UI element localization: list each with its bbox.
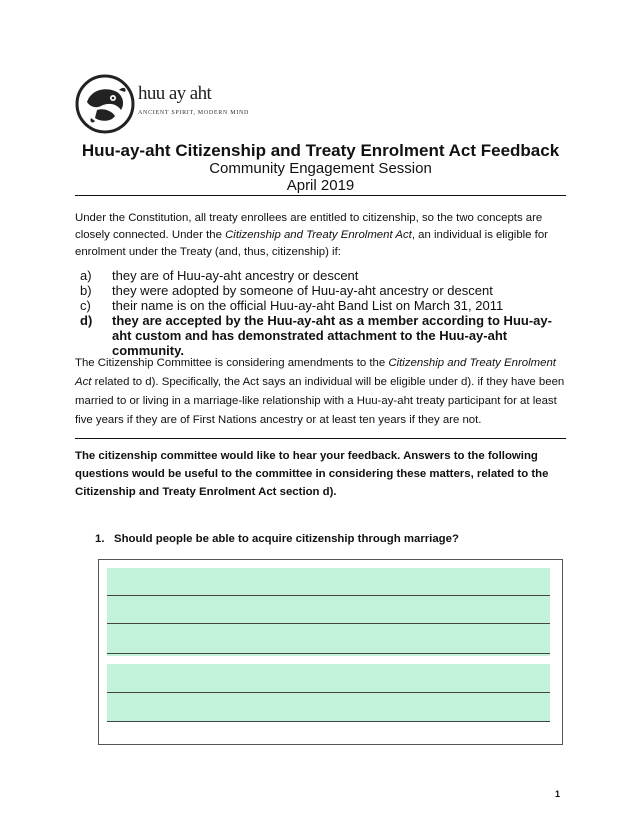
intro-paragraph	[75, 210, 566, 261]
list-item-text: they are of Huu-ay-aht ancestry or descent	[112, 268, 359, 283]
committee-act-name: Citizenship and Treaty Enrolment Act	[75, 357, 556, 388]
list-item-text: they were adopted by someone of Huu-ay-aht ancestry or descent	[112, 283, 493, 298]
committee-text-1: The Citizenship Committee is considering amendments to the	[75, 357, 389, 369]
page-number: 1	[555, 789, 561, 799]
list-item-text: their name is on the official Huu-ay-aht Band List on March 31, 2011	[112, 298, 504, 313]
answer-band	[107, 568, 550, 656]
question-1	[95, 531, 565, 547]
committee-paragraph	[75, 354, 566, 430]
answer-line	[107, 692, 550, 693]
question-text: Should people be able to acquire citizenship through marriage?	[114, 533, 459, 545]
brand-name: huu ay aht	[138, 83, 212, 104]
answer-line	[107, 595, 550, 596]
eligibility-list	[80, 268, 566, 358]
answer-field[interactable]	[98, 559, 563, 745]
title-divider	[75, 195, 566, 196]
logo	[75, 74, 135, 134]
answer-line	[107, 623, 550, 624]
list-item	[80, 313, 566, 358]
document-date: April 2019	[286, 177, 355, 194]
list-item	[80, 283, 566, 298]
answer-band	[107, 664, 550, 722]
answer-line	[107, 721, 550, 722]
brand-block	[138, 84, 249, 116]
committee-text-2: related to d). Specifically, the Act says an individual will be eligible under d). if they have been married to or living in a marriage-like relationship with a Huu-ay-aht treaty participant for at least five years if they are of First Nations ancestry or at least ten years if they are not.	[75, 376, 565, 426]
document-title: Huu-ay-aht Citizenship and Treaty Enrolment Act Feedback	[81, 141, 560, 160]
intro-text-2: , an individual is eligible for enrolment under the Treaty (and, thus, citizenship) if:	[75, 229, 548, 258]
list-marker: d)	[80, 313, 93, 328]
section-divider	[75, 438, 566, 439]
list-marker: c)	[80, 298, 91, 313]
list-marker: a)	[80, 268, 92, 283]
intro-act-name: Citizenship and Treaty Enrolment Act	[225, 229, 412, 241]
thunderbird-whale-emblem-icon	[75, 74, 135, 134]
list-item	[80, 268, 566, 283]
question-number: 1.	[95, 533, 105, 545]
intro-text-1: Under the Constitution, all treaty enrollees are entitled to citizenship, so the two concepts are closely connected. Under the	[75, 212, 543, 241]
feedback-request: The citizenship committee would like to hear your feedback. Answers to the following questions would be useful to the committee in considering these matters, related to the Citizenship and Treaty Enrolment Act section d).	[75, 450, 549, 498]
document-subtitle: Community Engagement Session	[209, 160, 432, 177]
list-item	[80, 298, 566, 313]
list-marker: b)	[80, 283, 92, 298]
list-item-text: they are accepted by the Huu-ay-aht as a member according to Huu-ay-aht custom and has demonstrated attachment to the Huu-ay-aht community.	[112, 313, 552, 358]
answer-line	[107, 653, 550, 654]
brand-tagline: ANCIENT SPIRIT, MODERN MIND	[138, 110, 250, 116]
